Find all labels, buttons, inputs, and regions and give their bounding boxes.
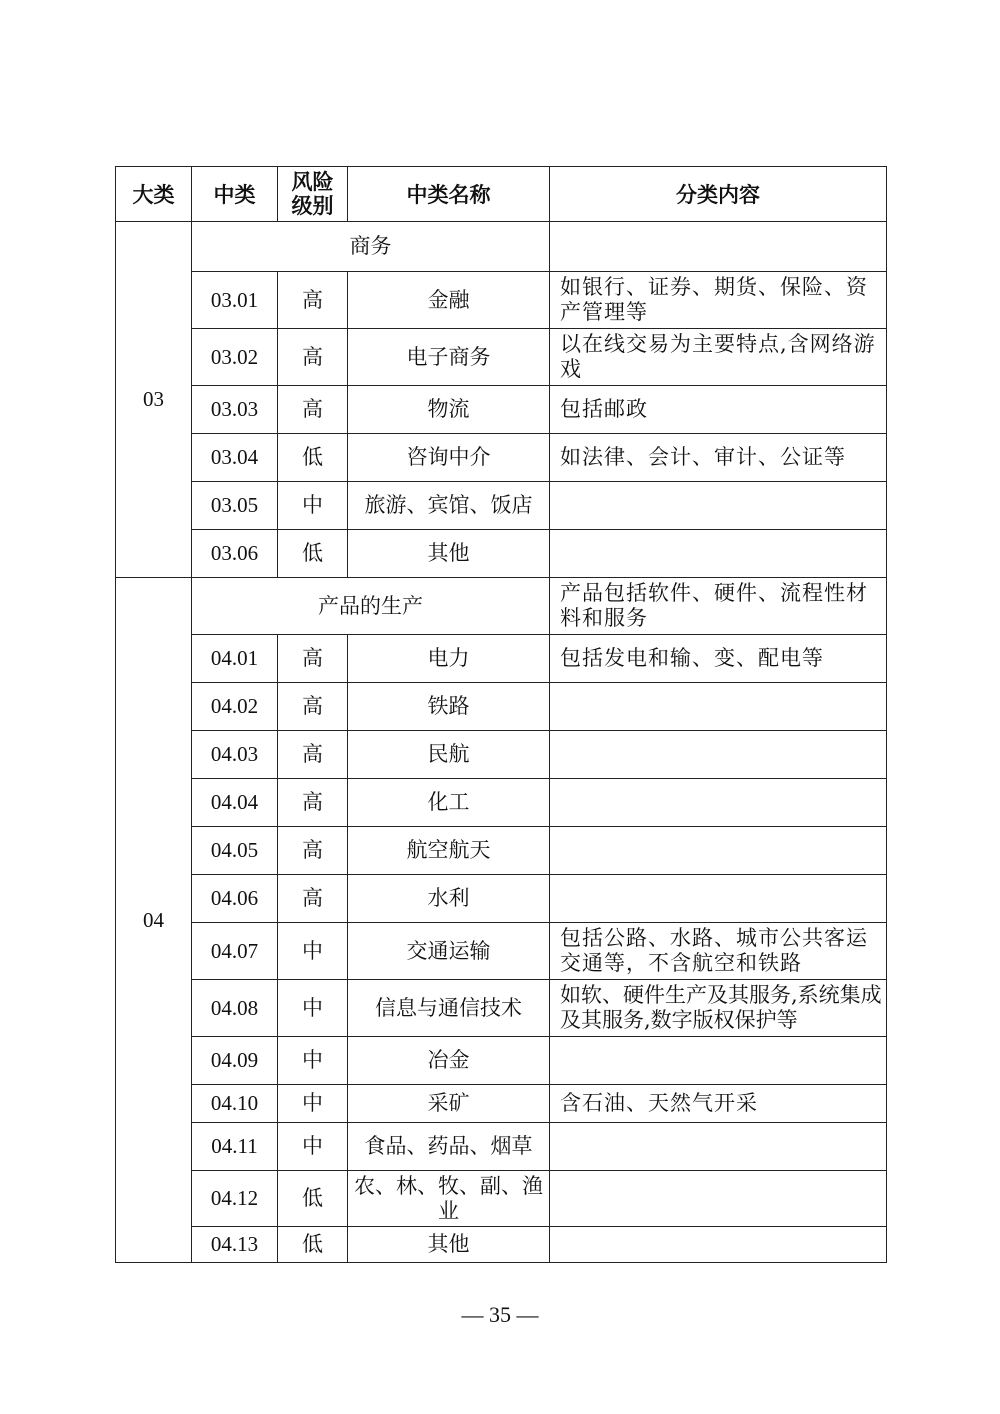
table-row [116,731,887,779]
row-risk: 中 [278,1037,348,1085]
row-content [550,779,887,827]
header-row [116,167,887,222]
row-content [550,827,887,875]
row-risk: 高 [278,827,348,875]
row-name: 采矿 [348,1085,550,1123]
table-row [116,1085,887,1123]
table-row [116,434,887,482]
header-content: 分类内容 [550,167,887,222]
table-row [116,329,887,386]
table-row [116,980,887,1037]
header-risk-label: 风险级别 [291,169,334,218]
row-content [550,731,887,779]
row-name: 食品、药品、烟草 [348,1123,550,1171]
row-risk: 高 [278,329,348,386]
row-name: 其他 [348,1227,550,1263]
table-row [116,635,887,683]
row-name: 金融 [348,272,550,329]
row-risk: 低 [278,1171,348,1227]
group-title-content: 产品包括软件、硬件、流程性材料和服务 [550,578,887,635]
row-risk: 中 [278,1123,348,1171]
row-risk: 中 [278,1085,348,1123]
group-code: 04 [116,578,192,1263]
group-title-content [550,222,887,272]
header-risk [278,167,348,222]
group-title: 产品的生产 [192,578,550,635]
group-title-row [116,578,887,635]
row-risk: 高 [278,635,348,683]
row-code: 04.12 [192,1171,278,1227]
table-row [116,875,887,923]
row-content [550,1171,887,1227]
row-content [550,482,887,530]
row-name: 其他 [348,530,550,578]
row-name: 农、林、牧、副、渔业 [348,1171,550,1227]
row-content [550,1227,887,1263]
row-content [550,875,887,923]
row-content [550,1123,887,1171]
row-name: 电力 [348,635,550,683]
row-name: 咨询中介 [348,434,550,482]
row-content [550,1037,887,1085]
row-name: 交通运输 [348,923,550,980]
row-code: 03.01 [192,272,278,329]
table-row [116,827,887,875]
row-content: 包括公路、水路、城市公共客运交通等，不含航空和铁路 [550,923,887,980]
row-name: 水利 [348,875,550,923]
row-code: 04.11 [192,1123,278,1171]
row-code: 04.09 [192,1037,278,1085]
table-row [116,1227,887,1263]
row-name: 电子商务 [348,329,550,386]
row-name: 航空航天 [348,827,550,875]
row-risk: 中 [278,482,348,530]
classification-table [115,166,887,1263]
row-code: 04.02 [192,683,278,731]
table-row [116,683,887,731]
row-code: 04.04 [192,779,278,827]
row-content: 如软、硬件生产及其服务,系统集成及其服务,数字版权保护等 [550,980,887,1037]
table-row [116,923,887,980]
row-content: 如银行、证券、期货、保险、资产管理等 [550,272,887,329]
header-mid: 中类 [192,167,278,222]
row-code: 03.03 [192,386,278,434]
group-title: 商务 [192,222,550,272]
row-content: 包括发电和输、变、配电等 [550,635,887,683]
header-name: 中类名称 [348,167,550,222]
row-name: 物流 [348,386,550,434]
row-risk: 低 [278,434,348,482]
row-name: 民航 [348,731,550,779]
row-code: 04.10 [192,1085,278,1123]
row-code: 04.01 [192,635,278,683]
row-name: 冶金 [348,1037,550,1085]
group-code: 03 [116,222,192,578]
row-code: 04.13 [192,1227,278,1263]
row-name: 旅游、宾馆、饭店 [348,482,550,530]
row-content [550,530,887,578]
row-content: 含石油、天然气开采 [550,1085,887,1123]
row-risk: 高 [278,272,348,329]
row-risk: 高 [278,875,348,923]
group-title-row [116,222,887,272]
row-code: 03.05 [192,482,278,530]
row-code: 03.04 [192,434,278,482]
row-code: 04.05 [192,827,278,875]
row-content [550,683,887,731]
row-code: 03.06 [192,530,278,578]
table-row [116,1123,887,1171]
row-code: 04.07 [192,923,278,980]
row-risk: 高 [278,386,348,434]
table-row [116,530,887,578]
row-code: 04.06 [192,875,278,923]
row-content: 包括邮政 [550,386,887,434]
row-code: 04.03 [192,731,278,779]
table-row [116,272,887,329]
page-number: — 35 — [461,1302,539,1327]
row-risk: 低 [278,530,348,578]
row-content: 以在线交易为主要特点,含网络游戏 [550,329,887,386]
row-code: 04.08 [192,980,278,1037]
row-risk: 高 [278,683,348,731]
table-row [116,779,887,827]
row-code: 03.02 [192,329,278,386]
table-row [116,386,887,434]
row-risk: 低 [278,1227,348,1263]
table-row [116,1037,887,1085]
row-name: 铁路 [348,683,550,731]
row-risk: 高 [278,731,348,779]
header-major: 大类 [116,167,192,222]
row-risk: 高 [278,779,348,827]
row-content: 如法律、会计、审计、公证等 [550,434,887,482]
row-name: 化工 [348,779,550,827]
row-name: 信息与通信技术 [348,980,550,1037]
row-risk: 中 [278,980,348,1037]
table-row [116,1171,887,1227]
row-risk: 中 [278,923,348,980]
table-row [116,482,887,530]
